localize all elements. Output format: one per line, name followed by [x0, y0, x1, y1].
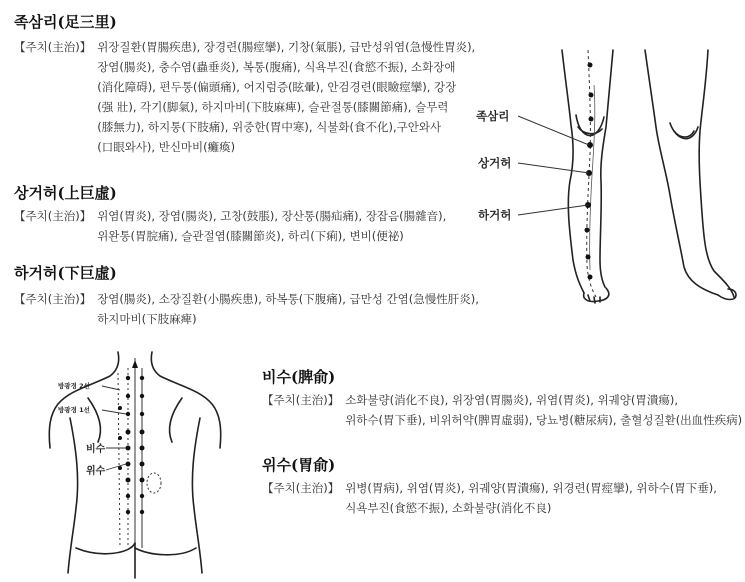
section-body-joksamni: [14, 37, 475, 157]
indication-tag: 【주치(主治)】: [14, 40, 92, 54]
back-acupoint-illustration: [40, 348, 250, 580]
indication-line: 위하수(胃下垂), 비위허약(脾胃虛弱), 당뇨병(糖尿病), 출혈성질환(出血性疾病): [345, 413, 743, 427]
indication-line: 하지마비(下肢麻痺): [97, 312, 197, 326]
indication-line: (强 壯), 각기(脚氣), 하지마비(下肢麻痺), 슬관절통(膝關節痛), 슬무력: [97, 100, 449, 114]
leg-label-hageoheo: 하거허: [478, 208, 512, 222]
section-title-sanggeoheo: 상거허(上巨虛): [14, 184, 117, 202]
section-body-wisu: [262, 478, 717, 518]
back-label-bisu: 비수: [86, 444, 106, 455]
section-title-joksamni: 족삼리(足三里): [14, 13, 117, 31]
indication-line: (口眼와사), 반신마비(癱瘓): [97, 140, 236, 154]
back-label-bladder-line-1: 방광경 1선: [58, 406, 90, 414]
indication-line: 소화불량(消化不良), 위장염(胃腸炎), 위염(胃炎), 위궤양(胃潰瘍),: [345, 393, 678, 407]
leg-label-joksamni: 족삼리: [476, 109, 510, 123]
indication-line: 위장질환(胃腸疾患), 장경련(腸痙攣), 기창(氣脹), 급만성위염(急慢性胃炎),: [97, 40, 476, 54]
back-label-bladder-line-2: 방광경 2선: [58, 382, 90, 390]
section-body-sanggeoheo: [14, 206, 446, 246]
indication-tag: 【주치(主治)】: [14, 209, 92, 223]
back-label-wisu: 위수: [86, 466, 106, 477]
indication-line: 식욕부진(食慾不振), 소화불량(消化不良): [345, 501, 552, 515]
section-body-hageoheo: [14, 289, 479, 329]
section-body-bisu: [262, 390, 742, 430]
section-title-bisu: 비수(脾俞): [262, 368, 336, 386]
indication-line: 위병(胃病), 위염(胃炎), 위궤양(胃潰瘍), 위경련(胃痙攣), 위하수(胃下垂),: [345, 481, 717, 495]
indication-line: (膝無力), 하지통(下肢痛), 위중한(胃中寒), 식불화(食不化),구안와사: [97, 120, 442, 134]
section-title-hageoheo: 하거허(下巨虛): [14, 264, 117, 282]
indication-line: (消化障碍), 편두통(偏頭痛), 어지럼증(眩暈), 안검경련(眼瞼痙攣), 강장: [97, 80, 457, 94]
indication-line: 위완통(胃脘痛), 슬관절염(膝關節炎), 하리(下痢), 변비(便祕): [97, 229, 404, 243]
indication-line: 장염(腸炎), 소장질환(小腸疾患), 하복통(下腹痛), 급만성 간염(急慢性肝炎),: [97, 292, 479, 306]
indication-line: 위염(胃炎), 장염(腸炎), 고창(鼓脹), 장산통(腸疝痛), 장잡음(腸雜音),: [97, 209, 447, 223]
section-title-wisu: 위수(胃俞): [262, 456, 336, 474]
indication-tag: 【주치(主治)】: [14, 292, 92, 306]
indication-tag: 【주치(主治)】: [262, 481, 340, 495]
leg-acupoint-illustration: [470, 45, 740, 310]
indication-line: 장염(腸炎), 충수염(蟲垂炎), 복통(腹痛), 식욕부진(食慾不振), 소화장애: [97, 60, 456, 74]
indication-tag: 【주치(主治)】: [262, 393, 340, 407]
leg-label-sanggeoheo: 상거허: [478, 156, 512, 170]
